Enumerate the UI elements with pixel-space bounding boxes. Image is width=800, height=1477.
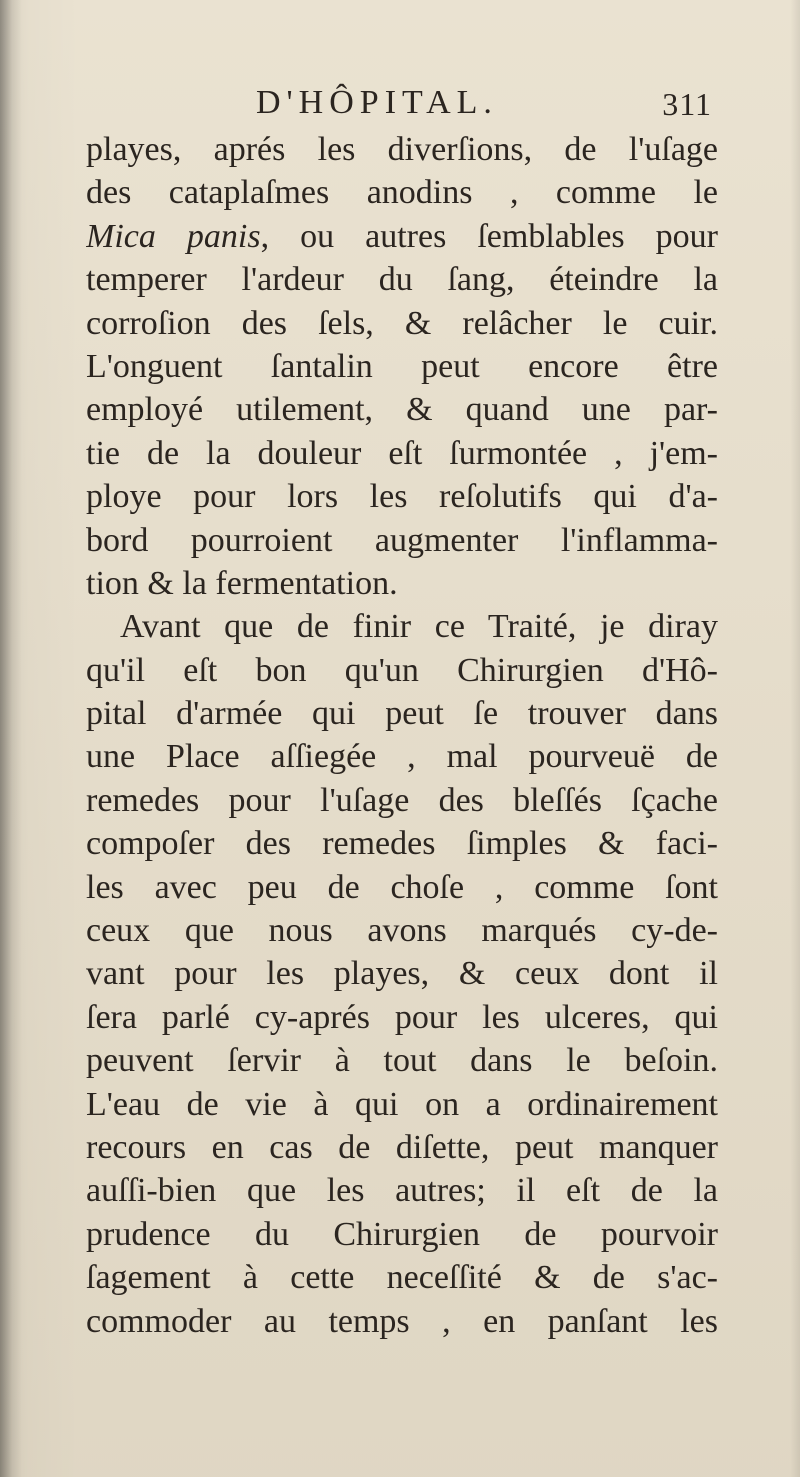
text-line: une Place aſſiegée , mal pourveuë de [86,738,718,776]
text-line: qu'il eſt bon qu'un Chirurgien d'Hô- [86,651,718,689]
text-line: auſſi-bien que les autres; il eſt de la [86,1172,718,1210]
text-line: ſagement à cette neceſſité & de s'ac- [86,1259,718,1297]
text-line: peuvent ſervir à tout dans le beſoin. [86,1042,718,1080]
text-line: temperer l'ardeur du ſang, éteindre la [86,261,718,299]
text-line: L'eau de vie à qui on a ordinairement [86,1085,718,1123]
text-line: remedes pour l'uſage des bleſſés ſçache [86,781,718,819]
paragraph-start-line: Avant que de finir ce Traité, je diray [120,608,718,646]
text-line: compoſer des remedes ſimples & faci- [86,825,718,863]
text-line-with-italic [86,215,718,258]
body-text [86,128,718,1343]
text-line: L'onguent ſantalin peut encore être [86,347,718,385]
text-line-rest: , ou autres ſemblables pour [260,217,718,255]
text-line: ſera parlé cy-aprés pour les ulceres, qui [86,998,718,1036]
text-line: tie de la douleur eſt ſurmontée , j'em- [86,434,718,472]
running-head-title: D'HÔPITAL. [256,84,498,121]
text-line: prudence du Chirurgien de pourvoir [86,1215,718,1253]
paragraph-end-line: tion & la fermentation. [86,564,398,602]
page-number: 311 [662,86,712,122]
text-line: ploye pour lors les reſolutifs qui d'a- [86,478,718,516]
text-line: commoder au temps , en panſant les [86,1302,718,1340]
text-line: bord pourroient augmenter l'inflamma- [86,521,718,559]
text-line: employé utilement, & quand une par- [86,391,718,429]
text-line: les avec peu de choſe , comme ſont [86,868,718,906]
text-line: vant pour les playes, & ceux dont il [86,955,718,993]
page-edge [790,0,800,1477]
text-line: corroſion des ſels, & relâcher le cuir. [86,304,718,342]
spine-shadow [0,0,22,1477]
text-line: des cataplaſmes anodins , comme le [86,174,718,212]
italic-phrase: Mica panis [86,217,261,255]
text-line: playes, aprés les diverſions, de l'uſage [86,131,718,168]
text-line: pital d'armée qui peut ſe trouver dans [86,695,718,733]
text-line: ceux que nous avons marqués cy-de- [86,912,718,950]
text-line: recours en cas de diſette, peut manquer [86,1128,718,1166]
running-head [86,84,716,128]
